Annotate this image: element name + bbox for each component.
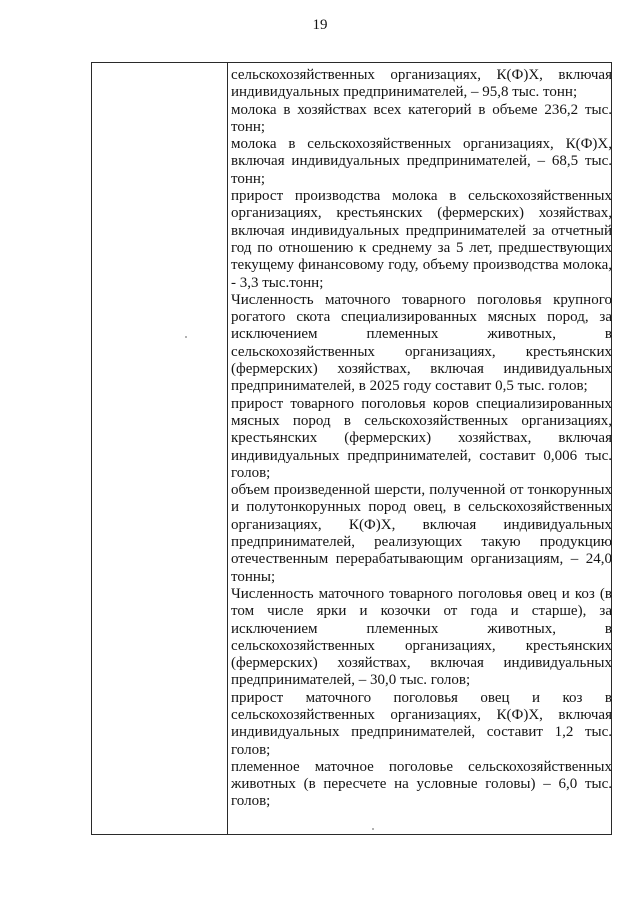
paragraph-beef-cows-growth: прирост товарного поголовья коров специализированных мясных пород в сельскохозяйственных организациях, крестьянских (фермерских) хозяйствах, включая индивидуальных предпринимателей, составит 0,006 тыс. голов; [231,395,612,481]
scan-speck [185,336,187,338]
scan-speck [372,828,374,830]
paragraph-milk-growth: прирост производства молока в сельскохозяйственных организациях, крестьянских (фермерских) хозяйствах, включая индивидуальных предпринимателей за отчетный год по отношению к среднему за 5 лет, предшествующих текущему финансовому году, объему производства молока, - 3,3 тыс.тонн; [231,188,612,291]
paragraph-breeding-livestock: племенное маточное поголовье сельскохозяйственных животных (в пересчете на условные головы) – 6,0 тыс. голов; [231,758,612,810]
paragraph-milk-agro-orgs: молока в сельскохозяйственных организациях, К(Ф)Х, включая индивидуальных предпринимателей, – 68,5 тыс. тонн; [231,136,612,187]
paragraph-wool-volume: объем произведенной шерсти, полученной от тонкорунных и полутонкорунных пород овец, в сельскохозяйственных организациях, К(Ф)Х, включая индивидуальных предпринимателей, реализующих такую продукцию отечественным перерабатывающим организациям, – 24,0 тонны; [231,482,612,585]
paragraph-beef-cattle-headcount: Численность маточного товарного поголовья крупного рогатого скота специализированных мясных пород, за исключением племенных животных, в сельскохозяйственных организациях, крестьянских (фермерских) хозяйствах, включая индивидуальных предпринимателей, в 2025 году составит 0,5 тыс. голов; [231,291,612,395]
page-number: 19 [312,17,328,33]
paragraph-sheep-goats-headcount: Численность маточного товарного поголовья овец и коз (в том числе ярки и козочки от года и старше), за исключением племенных животных, в сельскохозяйственных организациях, крестьянских (фермерских) хозяйствах, включая индивидуальных предпринимателей, – 30,0 тыс. голов; [231,585,612,689]
document-table [91,62,612,835]
table-right-cell [228,63,611,834]
paragraph-meat-output: сельскохозяйственных организациях, К(Ф)Х, включая индивидуальных предпринимателей, – 95,8 тыс. тонн; [231,67,612,101]
table-left-cell [92,63,228,834]
paragraph-sheep-goats-growth: прирост маточного поголовья овец и коз в сельскохозяйственных организациях, К(Ф)Х, включая индивидуальных предпринимателей, составит 1,2 тыс. голов; [231,689,612,758]
paragraph-milk-all-categories: молока в хозяйствах всех категорий в объеме 236,2 тыс. тонн; [231,101,612,135]
